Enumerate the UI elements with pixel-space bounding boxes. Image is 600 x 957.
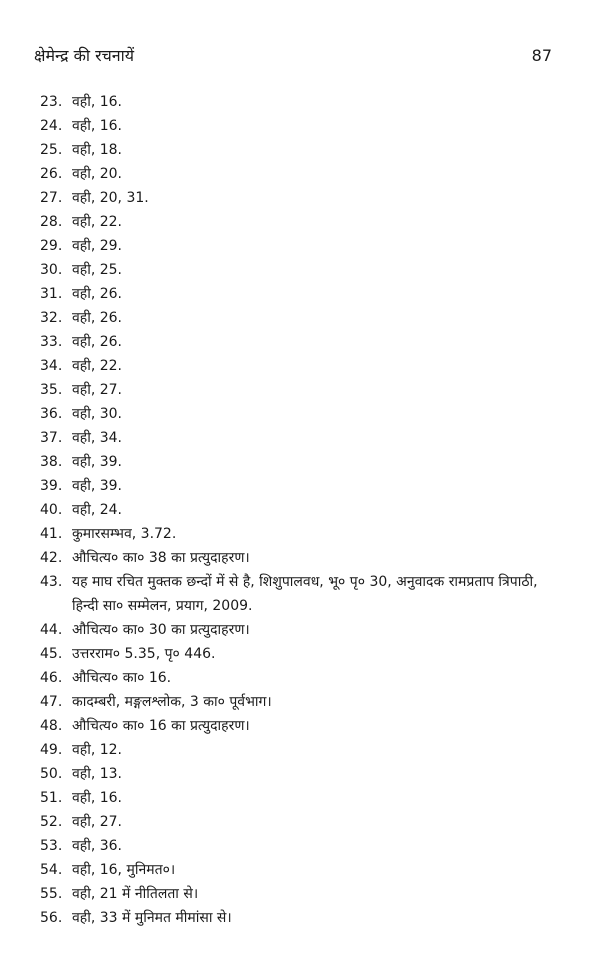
endnote-38	[40, 450, 560, 474]
note-text: वही, 13.	[72, 766, 123, 782]
endnote-46	[40, 666, 560, 690]
note-text: वही, 24.	[72, 502, 123, 518]
note-text: औचित्य० का० 16.	[72, 670, 172, 686]
note-number: 47.	[40, 694, 63, 710]
note-text: यह माघ रचित मुक्तक छन्दों में से है, शिशुपालवध, भू० पृ० 30, अनुवादक रामप्रताप त्रिपाठी, हिन्दी सा० सम्मेलन, प्रयाग, 2009.	[72, 574, 538, 614]
endnote-40	[40, 498, 560, 522]
endnote-29	[40, 234, 560, 258]
note-text: कादम्बरी, मङ्गलश्लोक, 3 का० पूर्वभाग।	[72, 694, 272, 710]
note-text: वही, 26.	[72, 310, 123, 326]
note-number: 54.	[40, 862, 63, 878]
note-text: वही, 18.	[72, 142, 123, 158]
note-text: वही, 12.	[72, 742, 123, 758]
endnote-37	[40, 426, 560, 450]
note-number: 53.	[40, 838, 63, 854]
note-number: 35.	[40, 382, 63, 398]
endnotes-list	[40, 90, 560, 930]
note-text: उत्तरराम० 5.35, पृ० 446.	[72, 646, 216, 662]
endnote-53	[40, 834, 560, 858]
note-number: 43.	[40, 574, 63, 590]
note-text: औचित्य० का० 38 का प्रत्युदाहरण।	[72, 550, 250, 566]
endnote-52	[40, 810, 560, 834]
endnote-54	[40, 858, 560, 882]
note-text: औचित्य० का० 16 का प्रत्युदाहरण।	[72, 718, 250, 734]
endnote-36	[40, 402, 560, 426]
endnote-24	[40, 114, 560, 138]
endnote-47	[40, 690, 560, 714]
note-text: वही, 22.	[72, 358, 123, 374]
endnote-50	[40, 762, 560, 786]
endnote-48	[40, 714, 560, 738]
note-text: वही, 39.	[72, 454, 123, 470]
note-text: वही, 26.	[72, 334, 123, 350]
endnote-55	[40, 882, 560, 906]
endnote-42	[40, 546, 560, 570]
endnote-39	[40, 474, 560, 498]
note-number: 25.	[40, 142, 63, 158]
endnote-33	[40, 330, 560, 354]
note-text: वही, 27.	[72, 814, 123, 830]
note-number: 50.	[40, 766, 63, 782]
chapter-title: क्षेमेन्द्र की रचनायें	[34, 46, 135, 65]
note-number: 46.	[40, 670, 63, 686]
note-number: 30.	[40, 262, 63, 278]
note-number: 26.	[40, 166, 63, 182]
note-number: 33.	[40, 334, 63, 350]
note-number: 51.	[40, 790, 63, 806]
note-text: वही, 16, मुनिमत०।	[72, 862, 176, 878]
note-text: कुमारसम्भव, 3.72.	[72, 526, 177, 542]
endnote-34	[40, 354, 560, 378]
endnote-44	[40, 618, 560, 642]
note-number: 27.	[40, 190, 63, 206]
note-number: 39.	[40, 478, 63, 494]
endnote-26	[40, 162, 560, 186]
endnote-51	[40, 786, 560, 810]
note-text: औचित्य० का० 30 का प्रत्युदाहरण।	[72, 622, 250, 638]
note-text: वही, 21 में नीतिलता से।	[72, 886, 199, 902]
note-number: 34.	[40, 358, 63, 374]
endnote-31	[40, 282, 560, 306]
endnote-56	[40, 906, 560, 930]
note-text: वही, 36.	[72, 838, 123, 854]
note-text: वही, 33 में मुनिमत मीमांसा से।	[72, 910, 232, 926]
note-number: 28.	[40, 214, 63, 230]
endnote-41	[40, 522, 560, 546]
note-number: 37.	[40, 430, 63, 446]
note-number: 44.	[40, 622, 63, 638]
note-text: वही, 27.	[72, 382, 123, 398]
note-number: 32.	[40, 310, 63, 326]
endnote-23	[40, 90, 560, 114]
note-number: 45.	[40, 646, 63, 662]
endnote-49	[40, 738, 560, 762]
note-text: वही, 16.	[72, 118, 123, 134]
endnote-28	[40, 210, 560, 234]
note-text: वही, 20.	[72, 166, 123, 182]
note-text: वही, 39.	[72, 478, 123, 494]
note-number: 24.	[40, 118, 63, 134]
note-number: 38.	[40, 454, 63, 470]
endnote-43	[40, 570, 560, 618]
note-text: वही, 16.	[72, 94, 123, 110]
note-text: वही, 22.	[72, 214, 123, 230]
endnote-25	[40, 138, 560, 162]
note-number: 40.	[40, 502, 63, 518]
page-number: 87	[531, 46, 552, 65]
running-head	[34, 44, 552, 74]
note-text: वही, 16.	[72, 790, 123, 806]
note-number: 52.	[40, 814, 63, 830]
note-text: वही, 20, 31.	[72, 190, 149, 206]
endnote-27	[40, 186, 560, 210]
note-text: वही, 30.	[72, 406, 123, 422]
note-number: 48.	[40, 718, 63, 734]
note-number: 42.	[40, 550, 63, 566]
note-number: 49.	[40, 742, 63, 758]
note-number: 41.	[40, 526, 63, 542]
note-number: 56.	[40, 910, 63, 926]
endnote-45	[40, 642, 560, 666]
note-text: वही, 26.	[72, 286, 123, 302]
note-number: 29.	[40, 238, 63, 254]
note-number: 55.	[40, 886, 63, 902]
note-text: वही, 34.	[72, 430, 123, 446]
endnote-32	[40, 306, 560, 330]
endnote-30	[40, 258, 560, 282]
note-number: 23.	[40, 94, 63, 110]
note-number: 31.	[40, 286, 63, 302]
endnote-35	[40, 378, 560, 402]
note-number: 36.	[40, 406, 63, 422]
note-text: वही, 29.	[72, 238, 123, 254]
note-text: वही, 25.	[72, 262, 123, 278]
